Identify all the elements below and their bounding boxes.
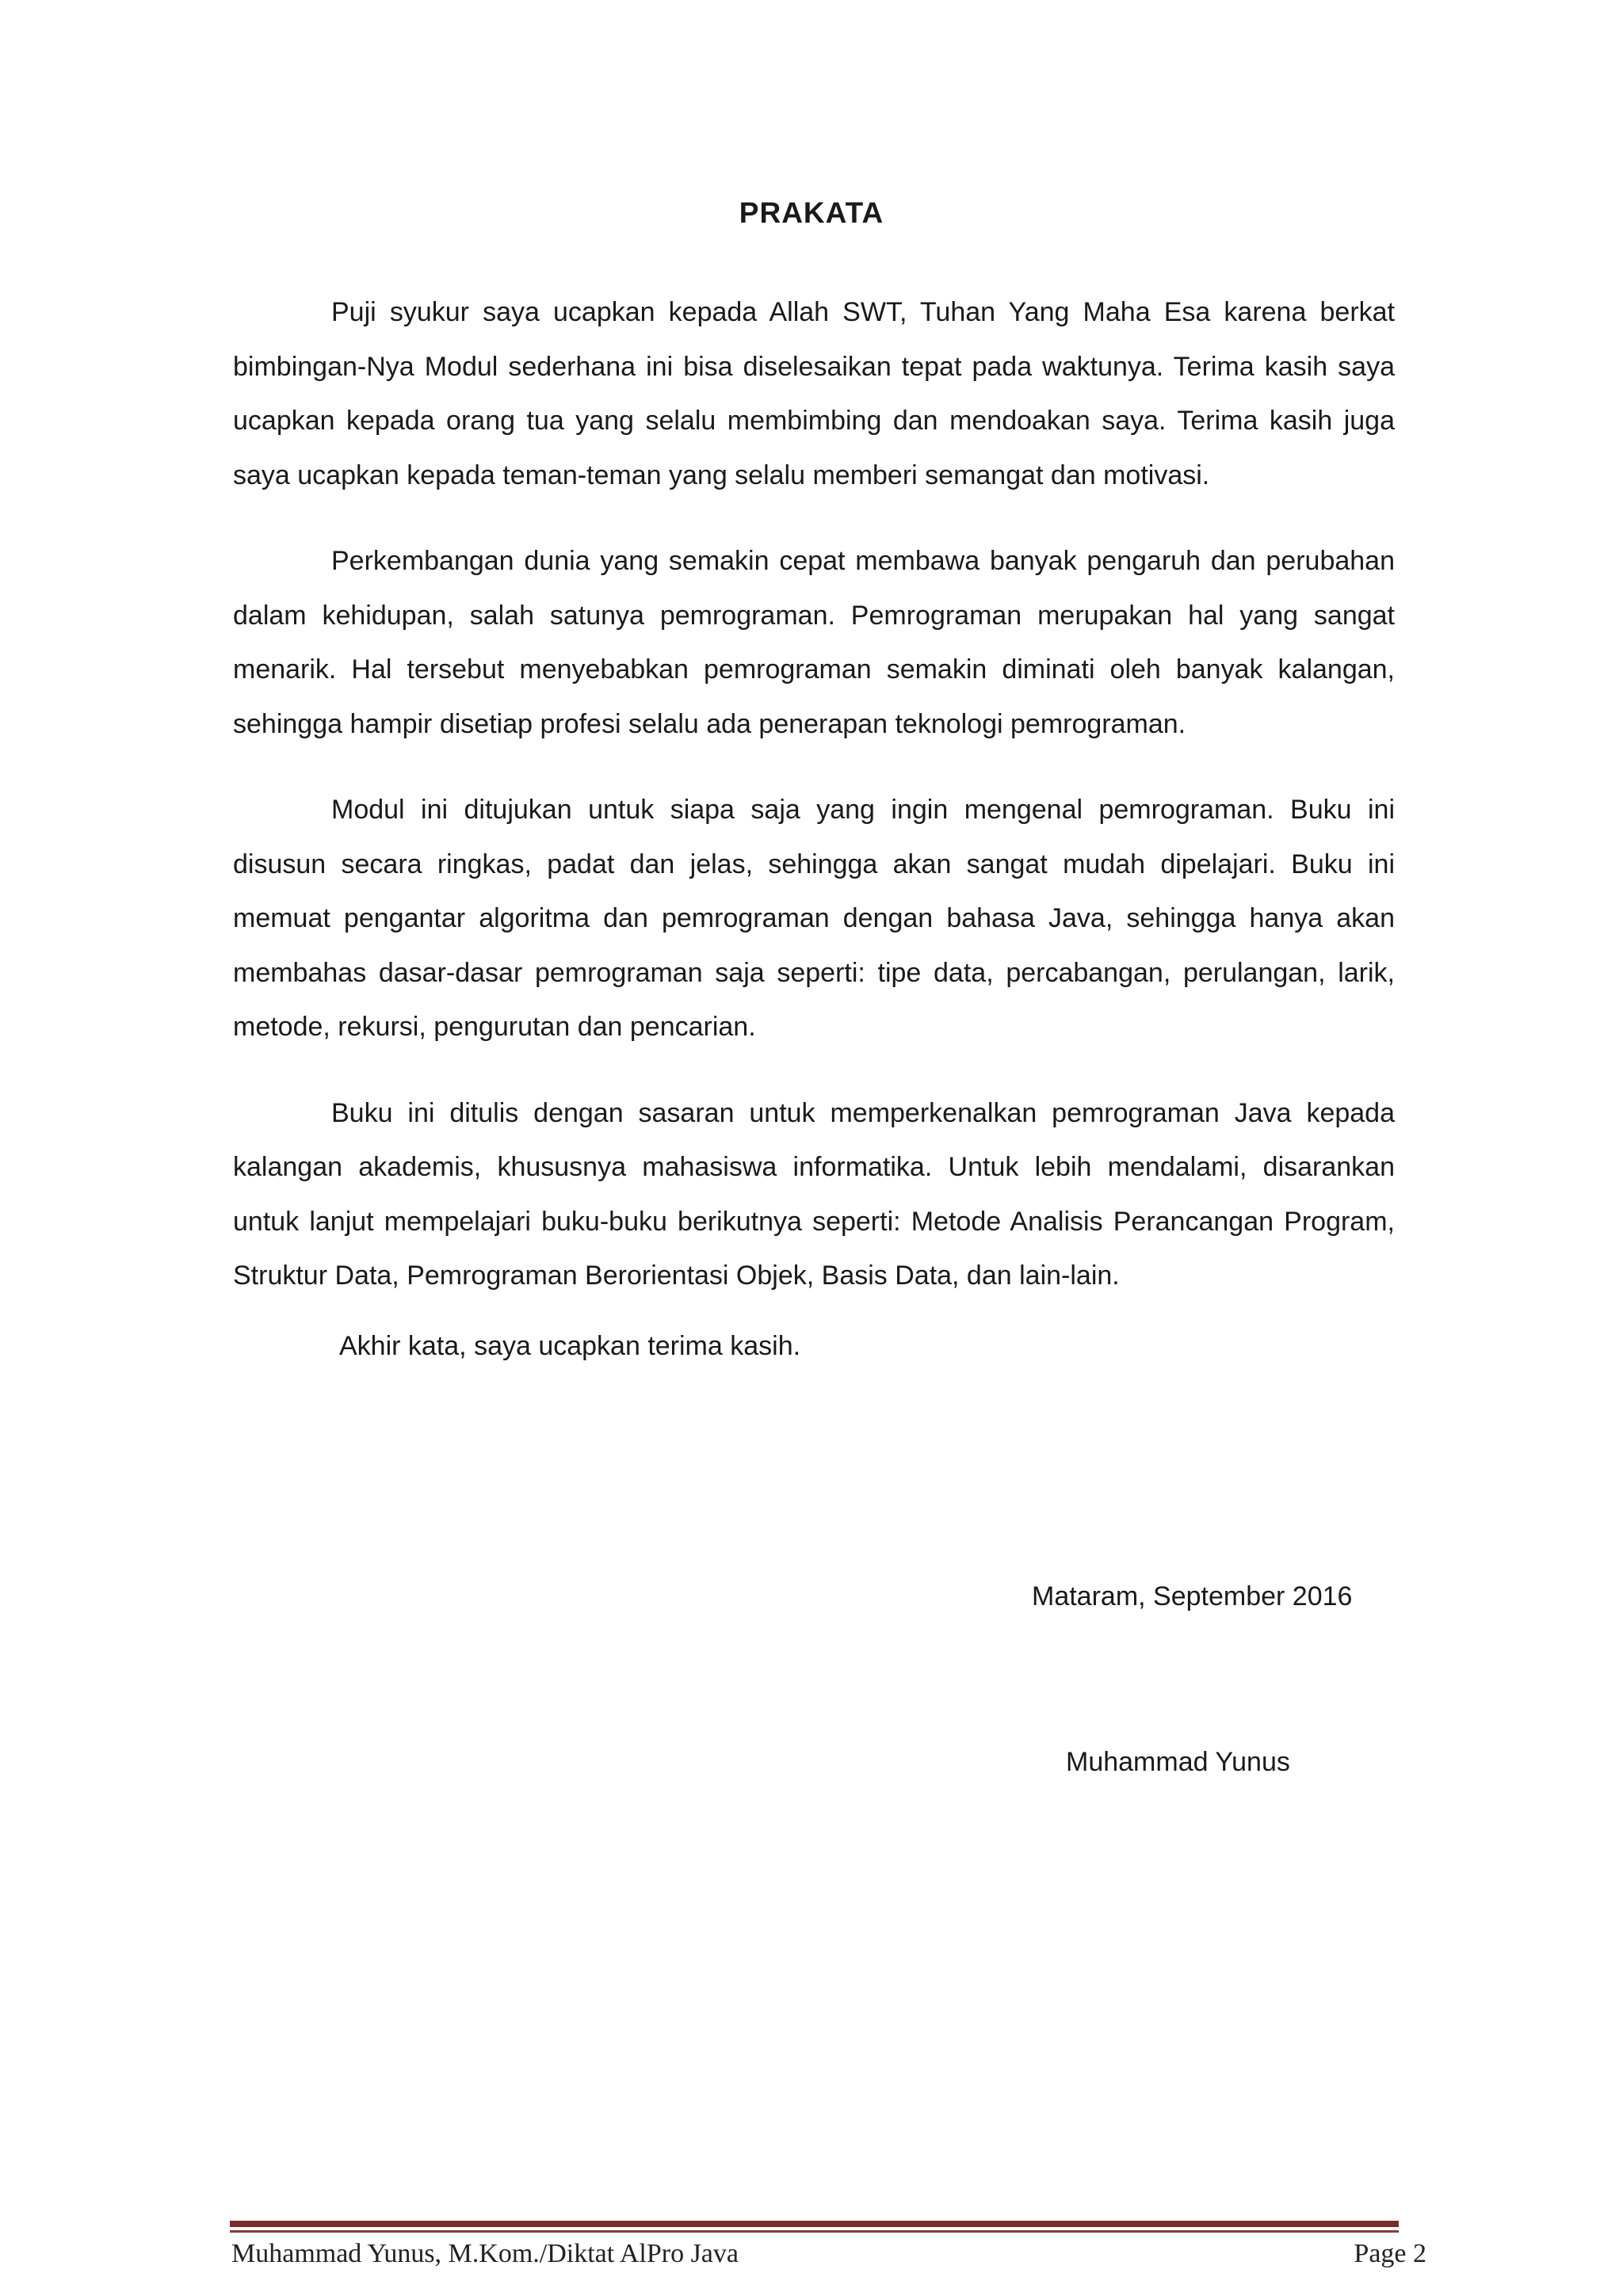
footer-author-title: Muhammad Yunus, M.Kom./Diktat AlPro Java (231, 2239, 739, 2268)
paragraph-3: Modul ini ditujukan untuk siapa saja yang ingin mengenal pemrograman. Buku ini disusun secara ringkas, padat dan jelas, sehingga akan sangat mudah dipelajari. Buku ini memuat pengantar algoritma dan pemrograman dengan bahasa Java, sehingga hanya akan membahas dasar-dasar pemrograman saja seperti: tipe data, percabangan, perulangan, larik, metode, rekursi, pengurutan dan pencarian. (233, 795, 1395, 1042)
paragraph-1: Puji syukur saya ucapkan kepada Allah SWT, Tuhan Yang Maha Esa karena berkat bimbingan-Nya Modul sederhana ini bisa diselesaikan tepat pada waktunya. Terima kasih saya ucapkan kepada orang tua yang selalu membimbing dan mendoakan saya. Terima kasih juga saya ucapkan kepada teman-teman yang selalu memberi semangat dan motivasi. (233, 297, 1395, 490)
paragraph-2: Perkembangan dunia yang semakin cepat membawa banyak pengaruh dan perubahan dalam kehidupan, salah satunya pemrograman. Pemrograman merupakan hal yang sangat menarik. Hal tersebut menyebabkan pemrograman semakin diminati oleh banyak kalangan, sehingga hampir disetiap profesi selalu ada penerapan teknologi pemrograman. (233, 546, 1395, 739)
page-number: Page 2 (1354, 2239, 1426, 2268)
page-title: PRAKATA (739, 196, 884, 229)
paragraph-4: Buku ini ditulis dengan sasaran untuk memperkenalkan pemrograman Java kepada kalangan akademis, khususnya mahasiswa informatika. Untuk lebih mendalami, disarankan untuk lanjut mempelajari buku-buku berikutnya seperti: Metode Analisis Perancangan Program, Struktur Data, Pemrograman Berorientasi Objek, Basis Data, dan lain-lain. (233, 1097, 1395, 1291)
footer-rule (230, 2221, 1399, 2227)
author-name: Muhammad Yunus (1066, 1747, 1290, 1777)
closing-sentence: Akhir kata, saya ucapkan terima kasih. (339, 1331, 801, 1361)
footer-rule-thin (230, 2230, 1399, 2233)
place-date: Mataram, September 2016 (1032, 1581, 1353, 1611)
body-text (233, 285, 1395, 1335)
